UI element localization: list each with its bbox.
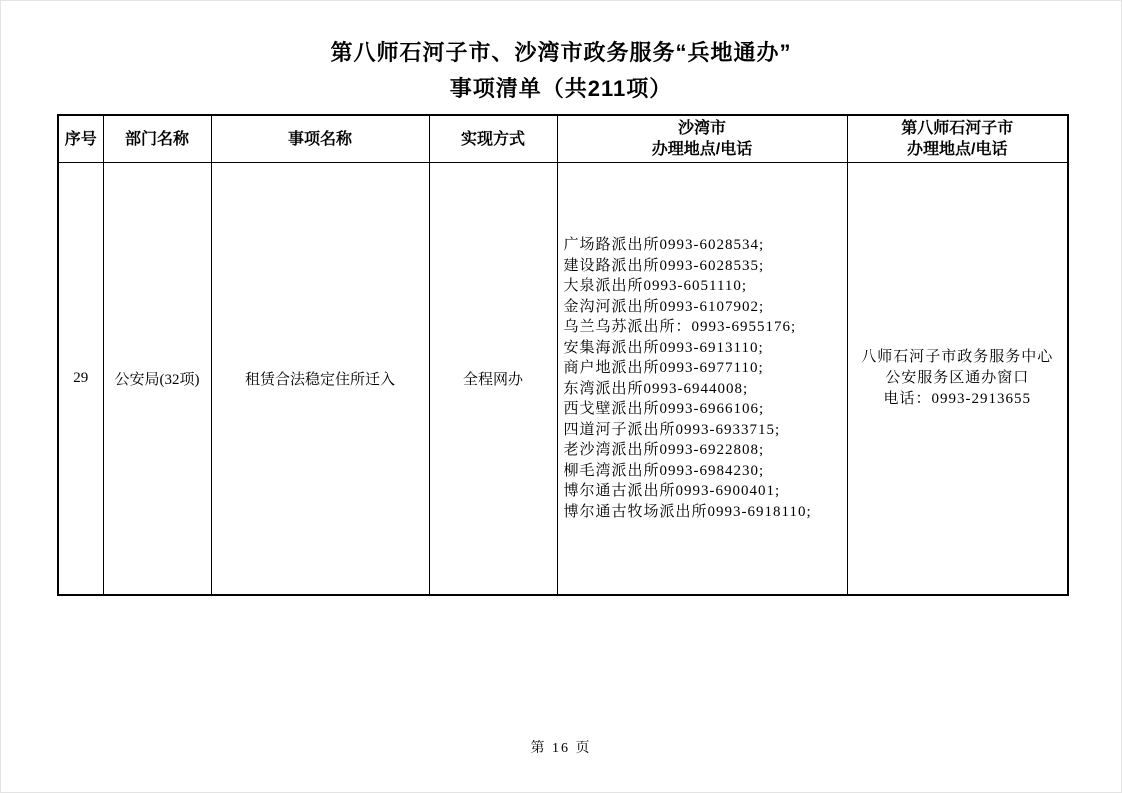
cell-shawan-locations xyxy=(557,163,847,596)
location-line: 建设路派出所0993-6028535; xyxy=(563,257,765,274)
col-header-method: 实现方式 xyxy=(429,115,557,163)
location-line: 博尔通古牧场派出所0993-6918110; xyxy=(563,503,812,520)
col-header-bashi-line2: 办理地点/电话 xyxy=(907,141,1008,158)
location-line: 公安服务区通办窗口 xyxy=(885,370,1030,386)
col-header-bashi xyxy=(847,115,1068,163)
document-title xyxy=(1,35,1121,107)
shawan-location-list xyxy=(558,235,847,522)
bashi-location-lines xyxy=(848,347,1068,410)
location-line: 乌兰乌苏派出所：0993-6955176; xyxy=(563,319,797,335)
location-line: 东湾派出所0993-6944008; xyxy=(563,380,749,397)
table-row xyxy=(58,163,1068,596)
location-line: 博尔通古派出所0993-6900401; xyxy=(563,483,781,499)
document-title-line1: 第八师石河子市、沙湾市政务服务“兵地通办” xyxy=(330,40,792,65)
location-line: 八师石河子市政务服务中心 xyxy=(861,349,1054,365)
cell-item-name: 租赁合法稳定住所迁入 xyxy=(211,163,429,596)
page-number: 第 16 页 xyxy=(530,741,592,756)
col-header-shawan-line1: 沙湾市 xyxy=(677,120,726,137)
col-header-item-name: 事项名称 xyxy=(211,115,429,163)
location-line: 柳毛湾派出所0993-6984230; xyxy=(563,462,765,479)
col-header-shawan xyxy=(557,115,847,163)
location-line: 老沙湾派出所0993-6922808; xyxy=(563,442,765,458)
location-line: 商户地派出所0993-6977110; xyxy=(563,360,764,376)
header-row xyxy=(58,115,1068,163)
items-table xyxy=(57,114,1069,596)
col-header-seq: 序号 xyxy=(58,115,103,163)
location-line: 西戈壁派出所0993-6966106; xyxy=(563,401,765,417)
col-header-shawan-line2: 办理地点/电话 xyxy=(651,141,753,158)
location-line: 大泉派出所0993-6051110; xyxy=(563,278,748,294)
location-line: 四道河子派出所0993-6933715; xyxy=(563,421,781,438)
cell-bashi-location xyxy=(847,163,1068,596)
location-line: 电话：0993-2913655 xyxy=(883,391,1031,407)
document-title-line2: 事项清单（共211项） xyxy=(449,76,673,101)
location-line: 金沟河派出所0993-6107902; xyxy=(563,298,765,315)
items-table-wrapper xyxy=(57,114,1069,596)
col-header-department: 部门名称 xyxy=(103,115,211,163)
col-header-bashi-line1: 第八师石河子市 xyxy=(901,120,1014,137)
cell-method: 全程网办 xyxy=(429,163,557,596)
location-line: 安集海派出所0993-6913110; xyxy=(563,339,764,356)
cell-department: 公安局(32项) xyxy=(103,163,211,596)
location-line: 广场路派出所0993-6028534; xyxy=(563,237,765,253)
cell-seq: 29 xyxy=(58,163,103,596)
